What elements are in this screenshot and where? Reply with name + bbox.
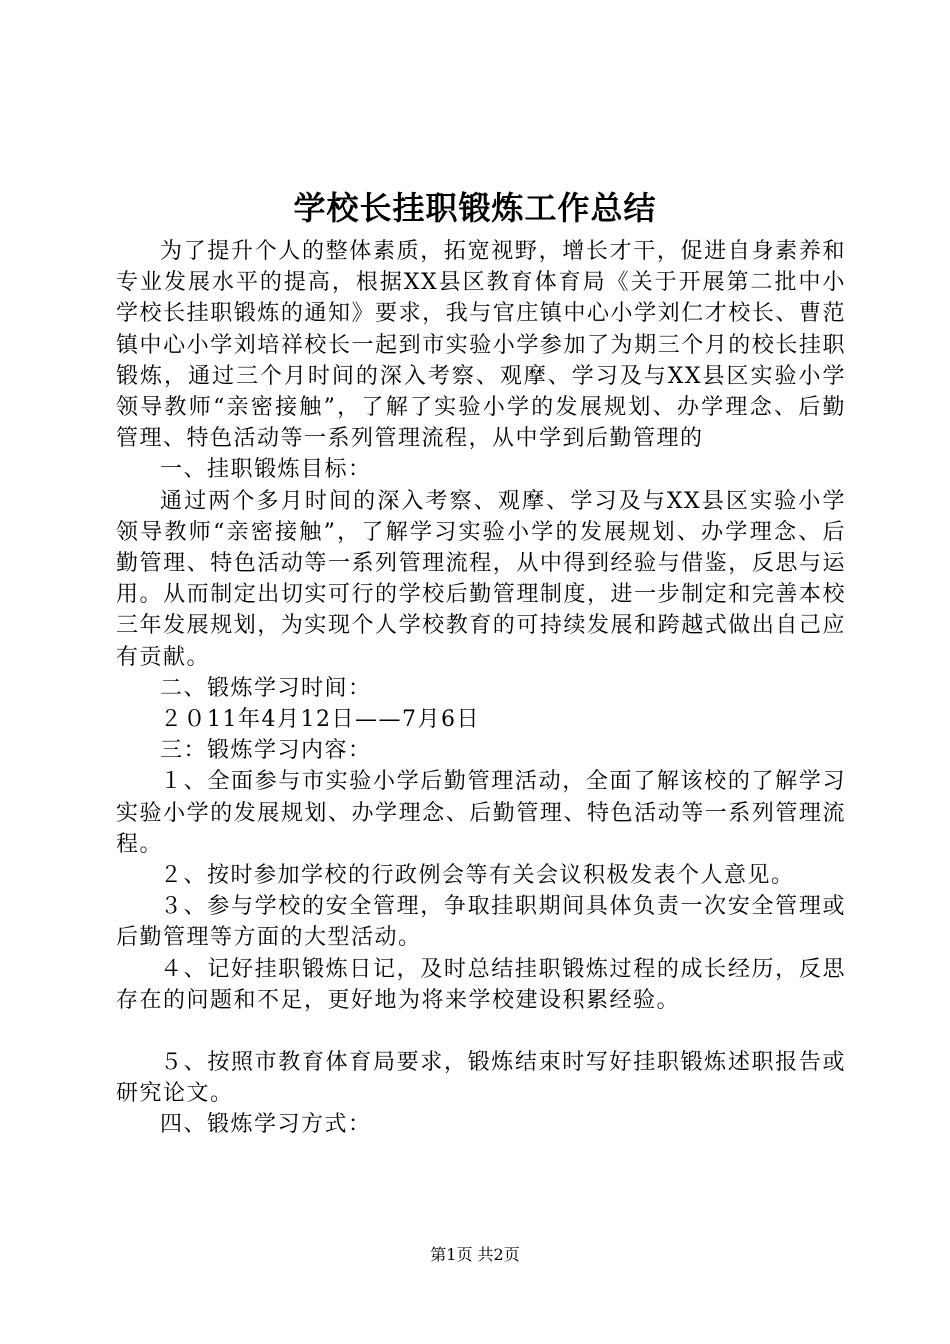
- content-item-4: ４、记好挂职锻炼日记，及时总结挂职锻炼过程的成长经历，反思存在的问题和不足，更好地为将来学校建设积累经验。: [116, 956, 846, 1013]
- heading-goals: 一、挂职锻炼目标：: [160, 457, 372, 483]
- paragraph-time: ２０11年4月12日——7月6日: [160, 707, 480, 733]
- paragraph-goals: 通过两个多月时间的深入考察、观摩、学习及与XX县区实验小学领导教师“亲密接触”，了解学习实验小学的发展规划、办学理念、后勤管理、特色活动等一系列管理流程，从中得到经验与借鉴，反思与运用。从而制定出切实可行的学校后勤管理制度，进一步制定和完善本校三年发展规划，为实现个人学校教育的可持续发展和跨越式做出自己应有贡献。: [116, 488, 846, 670]
- heading-time: 二、锻炼学习时间：: [160, 675, 372, 701]
- heading-content: 三：锻炼学习内容：: [160, 738, 372, 764]
- heading-method: 四、锻炼学习方式：: [160, 1112, 372, 1138]
- document-body: [116, 236, 846, 1141]
- content-item-2: ２、按时参加学校的行政例会等有关会议积极发表个人意见。: [160, 863, 795, 889]
- content-item-5: ５、按照市教育体育局要求，锻炼结束时写好挂职锻炼述职报告或研究论文。: [116, 1050, 846, 1107]
- paragraph-intro: 为了提升个人的整体素质，拓宽视野，增长才干，促进自身素养和专业发展水平的提高，根据XX县区教育体育局《关于开展第二批中小学校长挂职锻炼的通知》要求，我与官庄镇中心小学刘仁才校长、曹范镇中心小学刘培祥校长一起到市实验小学参加了为期三个月的校长挂职锻炼，通过三个月时间的深入考察、观摩、学习及与XX县区实验小学领导教师“亲密接触”，了解了实验小学的发展规划、办学理念、后勤管理、特色活动等一系列管理流程，从中学到后勤管理的: [116, 239, 846, 452]
- document-title: 学校长挂职锻炼工作总结: [293, 189, 657, 227]
- content-item-3: ３、参与学校的安全管理，争取挂职期间具体负责一次安全管理或后勤管理等方面的大型活动。: [116, 894, 846, 951]
- content-item-1: １、全面参与市实验小学后勤管理活动，全面了解该校的了解学习实验小学的发展规划、办学理念、后勤管理、特色活动等一系列管理流程。: [116, 769, 846, 857]
- page-footer: 第1页 共2页: [430, 1245, 520, 1264]
